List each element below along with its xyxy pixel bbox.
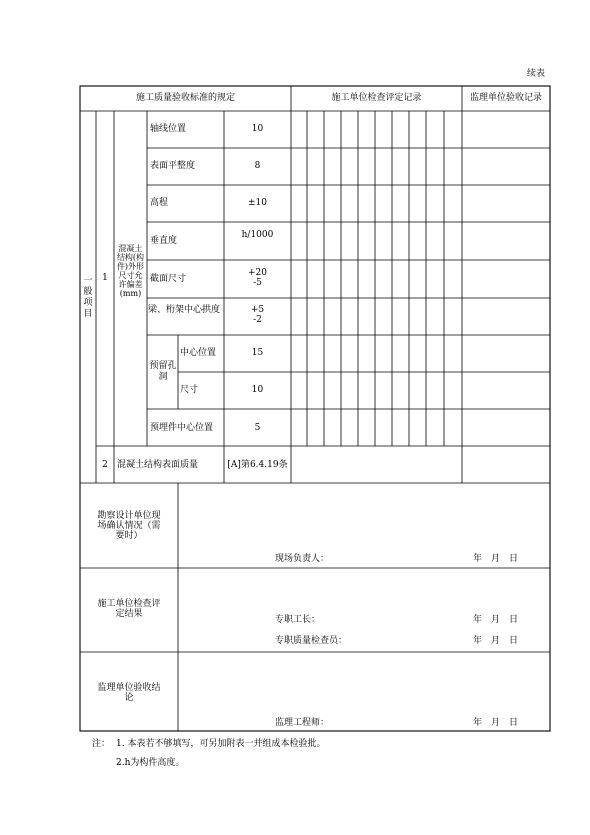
- header-standard: 施工质量验收标准的规定: [135, 93, 235, 103]
- hole-size-name: 尺寸: [180, 385, 199, 395]
- contractor-title: 施工单位检查评定结果: [97, 599, 161, 619]
- item1-number: 1: [102, 273, 108, 283]
- embedded-value: 5: [254, 423, 261, 433]
- row-verticality-value: h/1000: [241, 230, 274, 240]
- supervisor-signer: 监理工程师：: [275, 718, 330, 728]
- contractor-signer-foreman: 专职工长：: [275, 615, 321, 625]
- contractor-signer-inspector: 专职质量检查员：: [275, 636, 348, 646]
- header-contractor-record: 施工单位检查评定记录: [331, 93, 422, 103]
- contractor-date-1: 年 月 日: [473, 615, 519, 625]
- item2-name: 混凝土结构表面质量: [117, 460, 199, 470]
- item2-number: 2: [102, 460, 108, 470]
- embedded-name: 预埋件中心位置: [150, 423, 214, 433]
- survey-title: 勘察设计单位现场确认情况（需要时）: [97, 511, 161, 541]
- continued-label: 续表: [527, 69, 546, 79]
- row-flatness-name: 表面平整度: [150, 161, 196, 171]
- hole-size-value: 10: [251, 385, 264, 395]
- reserved-hole-label: 预留孔洞: [149, 361, 177, 382]
- row-axis-value: 10: [251, 124, 264, 134]
- row-flatness-value: 8: [254, 161, 261, 171]
- row-section-value-bottom: -5: [253, 278, 262, 288]
- hole-center-value: 15: [251, 348, 264, 358]
- row-elevation-value: ±10: [248, 198, 267, 208]
- row-elevation-name: 高程: [150, 198, 169, 208]
- row-section-value-top: +20: [248, 268, 267, 278]
- note-line-2: 2.h为构件高度。: [116, 758, 185, 768]
- header-supervisor-record: 监理单位验收记录: [469, 93, 542, 103]
- hole-center-name: 中心位置: [180, 348, 217, 358]
- survey-signer: 现场负责人：: [275, 554, 330, 564]
- supervisor-title: 监理单位验收结论: [97, 683, 161, 703]
- row-section-name: 截面尺寸: [150, 274, 187, 284]
- contractor-date-2: 年 月 日: [473, 636, 519, 646]
- row-camber-value-top: +5: [250, 305, 265, 315]
- section-label: 一般项目: [83, 276, 93, 319]
- survey-date: 年 月 日: [473, 554, 519, 564]
- row-camber-value-bottom: -2: [253, 315, 262, 325]
- row-axis-name: 轴线位置: [150, 124, 187, 134]
- row-verticality-name: 垂直度: [150, 236, 178, 246]
- notes-prefix: 注：: [92, 739, 111, 749]
- note-line-1: 1. 本表若不够填写，可另加附表一并组成本检验批。: [116, 739, 326, 749]
- supervisor-date: 年 月 日: [473, 718, 519, 728]
- item2-value: [A]第6.4.19条: [227, 460, 288, 470]
- item1-group-label: 混凝土结构(构件)外形尺寸允许偏差(mm): [116, 244, 145, 298]
- row-camber-name: 梁、桁架中心拱度: [148, 305, 221, 315]
